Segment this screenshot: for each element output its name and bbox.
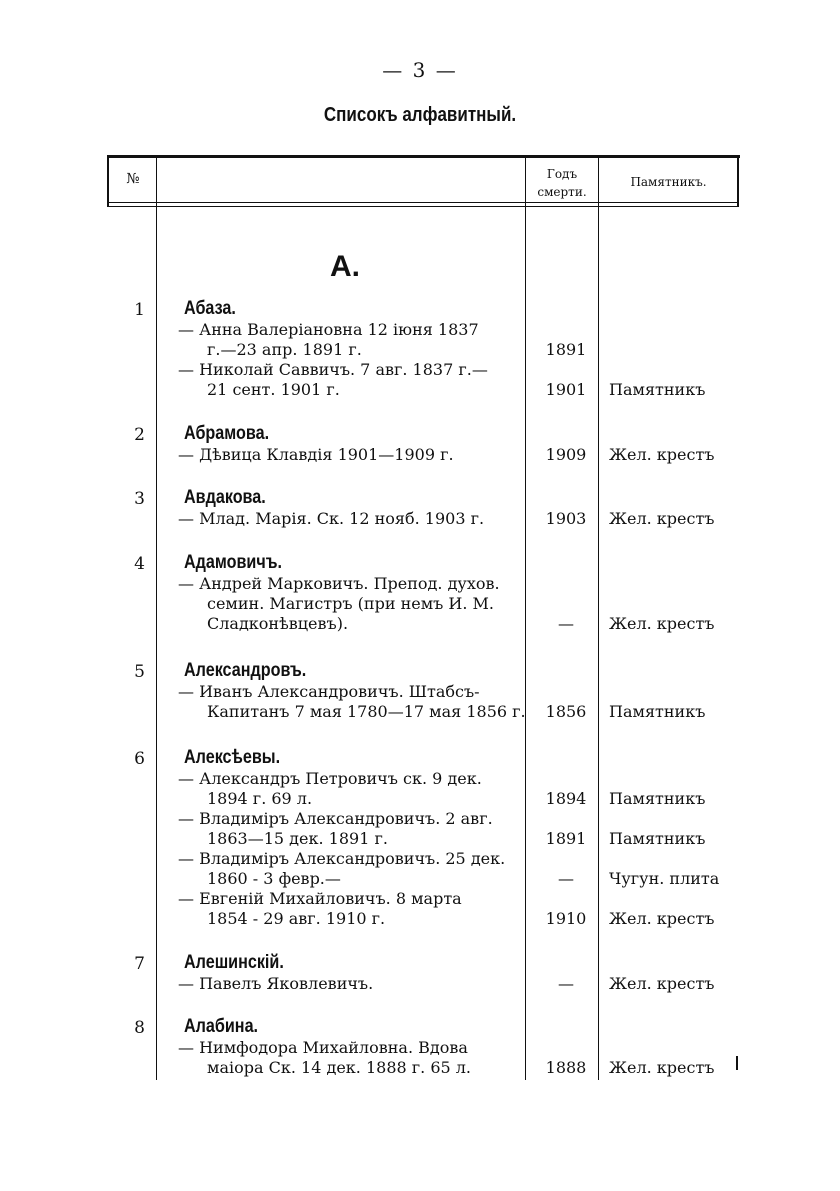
person-line: — Александръ Петровичъ ск. 9 дек. bbox=[178, 769, 482, 788]
surname-heading: Адамовичъ. bbox=[184, 552, 282, 573]
right-edge-mark bbox=[736, 1056, 738, 1070]
person-line: — Иванъ Александровичъ. Штабсъ- bbox=[178, 682, 480, 701]
person-line: Капитанъ 7 мая 1780—17 мая 1856 г. bbox=[207, 702, 526, 721]
table-top-rule bbox=[107, 155, 740, 158]
person-line: — Дѣвица Клавдія 1901—1909 г. bbox=[178, 445, 454, 464]
death-year: 1909 bbox=[545, 445, 587, 464]
person-line: 1860 - 3 февр.— bbox=[207, 869, 341, 888]
header-number: № bbox=[126, 171, 140, 187]
person-line: семин. Магистръ (при немъ И. М. bbox=[207, 594, 494, 613]
entry-number: 5 bbox=[134, 662, 145, 682]
person-line: — Андрей Марковичъ. Препод. духов. bbox=[178, 574, 500, 593]
monument-type: Памятникъ bbox=[609, 380, 706, 399]
person-line: — Нимфодора Михайловна. Вдова bbox=[178, 1038, 468, 1057]
death-year: 1888 bbox=[545, 1058, 587, 1077]
death-year: — bbox=[558, 869, 574, 888]
death-year: — bbox=[558, 614, 574, 633]
monument-type: Жел. крестъ bbox=[609, 614, 715, 633]
entry-number: 1 bbox=[134, 300, 145, 320]
person-line: — Анна Валеріановна 12 іюня 1837 bbox=[178, 320, 479, 339]
entry-number: 7 bbox=[134, 954, 145, 974]
surname-heading: Абрамова. bbox=[184, 423, 270, 444]
column-divider-2 bbox=[525, 155, 526, 1080]
monument-type: Жел. крестъ bbox=[609, 909, 715, 928]
section-letter: А. bbox=[330, 250, 360, 283]
person-line: маіора Ск. 14 дек. 1888 г. 65 л. bbox=[207, 1058, 472, 1077]
header-year: Годъ смерти. bbox=[537, 167, 587, 199]
entry-number: 2 bbox=[134, 425, 145, 445]
page-number: — 3 — bbox=[382, 58, 458, 82]
death-year: 1891 bbox=[545, 340, 587, 359]
header-bottom-rule bbox=[107, 202, 738, 203]
death-year: 1891 bbox=[545, 829, 587, 848]
header-bottom-rule-2 bbox=[107, 206, 738, 207]
monument-type: Памятникъ bbox=[609, 829, 706, 848]
person-line: Сладконѣвцевъ). bbox=[207, 614, 349, 633]
person-line: — Евгеній Михайловичъ. 8 марта bbox=[178, 889, 462, 908]
page-title: Списокъ алфавитный. bbox=[323, 104, 517, 126]
person-line: — Николай Саввичъ. 7 авг. 1837 г.— bbox=[178, 360, 488, 379]
death-year: 1903 bbox=[545, 509, 587, 528]
person-line: 21 сент. 1901 г. bbox=[207, 380, 340, 399]
person-line: 1854 - 29 авг. 1910 г. bbox=[207, 909, 386, 928]
surname-heading: Абаза. bbox=[184, 298, 236, 319]
death-year: 1910 bbox=[545, 909, 587, 928]
header-monument: Памятникъ. bbox=[630, 175, 707, 189]
column-divider-1 bbox=[156, 155, 157, 1080]
entry-number: 8 bbox=[134, 1018, 145, 1038]
surname-heading: Александровъ. bbox=[184, 660, 307, 681]
surname-heading: Алабина. bbox=[184, 1016, 259, 1037]
monument-type: Жел. крестъ bbox=[609, 445, 715, 464]
entry-number: 4 bbox=[134, 554, 145, 574]
person-line: — Владиміръ Александровичъ. 25 дек. bbox=[178, 849, 506, 868]
person-line: г.—23 апр. 1891 г. bbox=[207, 340, 362, 359]
person-line: — Млад. Марія. Ск. 12 нояб. 1903 г. bbox=[178, 509, 485, 528]
monument-type: Памятникъ bbox=[609, 702, 706, 721]
monument-type: Жел. крестъ bbox=[609, 974, 715, 993]
monument-type: Памятникъ bbox=[609, 789, 706, 808]
monument-type: Чугун. плита bbox=[609, 869, 720, 888]
death-year: 1856 bbox=[545, 702, 587, 721]
death-year: 1894 bbox=[545, 789, 587, 808]
monument-type: Жел. крестъ bbox=[609, 509, 715, 528]
surname-heading: Алексѣевы. bbox=[184, 747, 281, 768]
table-right-border bbox=[737, 155, 739, 207]
entry-number: 6 bbox=[134, 749, 145, 769]
death-year: 1901 bbox=[545, 380, 587, 399]
person-line: — Павелъ Яковлевичъ. bbox=[178, 974, 374, 993]
entry-number: 3 bbox=[134, 489, 145, 509]
person-line: 1863—15 дек. 1891 г. bbox=[207, 829, 388, 848]
monument-type: Жел. крестъ bbox=[609, 1058, 715, 1077]
person-line: — Владиміръ Александровичъ. 2 авг. bbox=[178, 809, 493, 828]
surname-heading: Авдакова. bbox=[184, 487, 266, 508]
surname-heading: Алешинскій. bbox=[184, 952, 284, 973]
table-left-border bbox=[107, 155, 109, 207]
death-year: — bbox=[558, 974, 574, 993]
person-line: 1894 г. 69 л. bbox=[207, 789, 313, 808]
